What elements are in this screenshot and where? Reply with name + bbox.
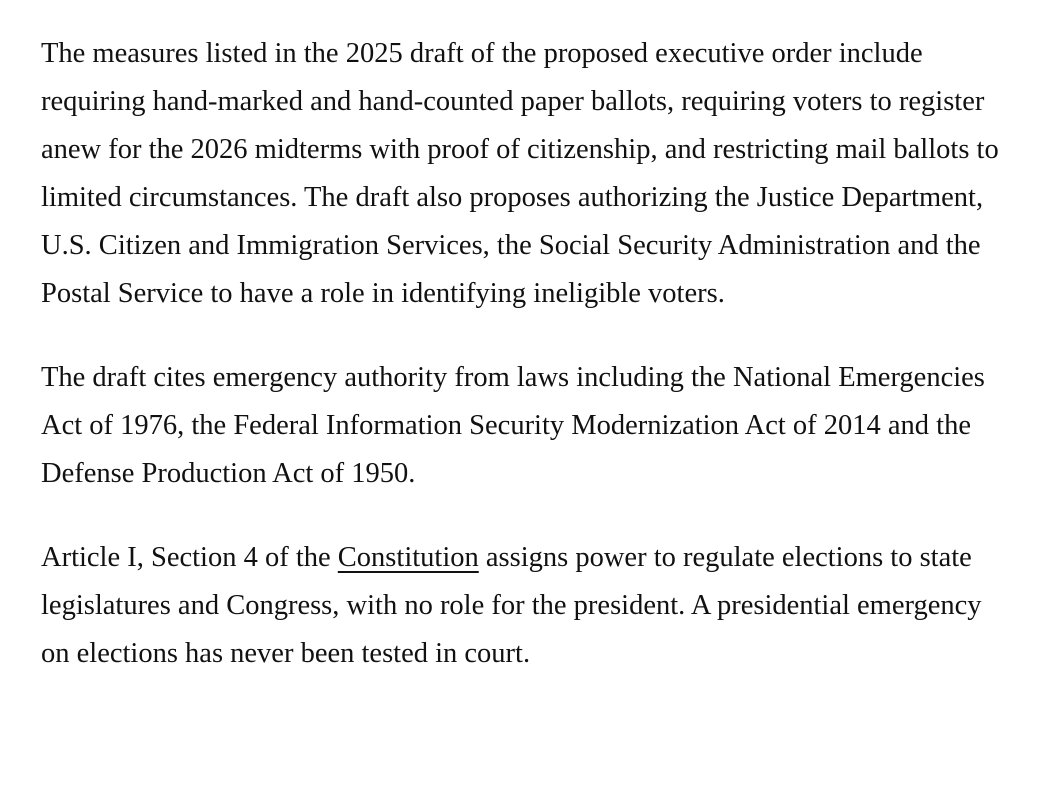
paragraph-constitution-lead: Article I, Section 4 of the (41, 542, 338, 573)
paragraph-emergency-authority: The draft cites emergency authority from laws including the National Emergencies Act of 1976, the Federal Information Security Modernization Act of 2014 and the Defense Production Act of 1950. (41, 362, 985, 489)
paragraph-constitution-rest: assigns power to regulate elections to state legislatures and Congress, with no role for the president. A presidential emergency on elections has never been tested in court. (41, 542, 982, 669)
article-body (41, 30, 1006, 678)
paragraph-constitution (41, 534, 1006, 678)
paragraph-executive-order-measures: The measures listed in the 2025 draft of the proposed executive order include requiring hand-marked and hand-counted paper ballots, requiring voters to register anew for the 2026 midterms with proof of citizenship, and restricting mail ballots to limited circumstances. The draft also proposes authorizing the Justice Department, U.S. Citizen and Immigration Services, the Social Security Administration and the Postal Service to have a role in identifying ineligible voters. (41, 38, 999, 309)
constitution-link[interactable]: Constitution (337, 542, 479, 573)
